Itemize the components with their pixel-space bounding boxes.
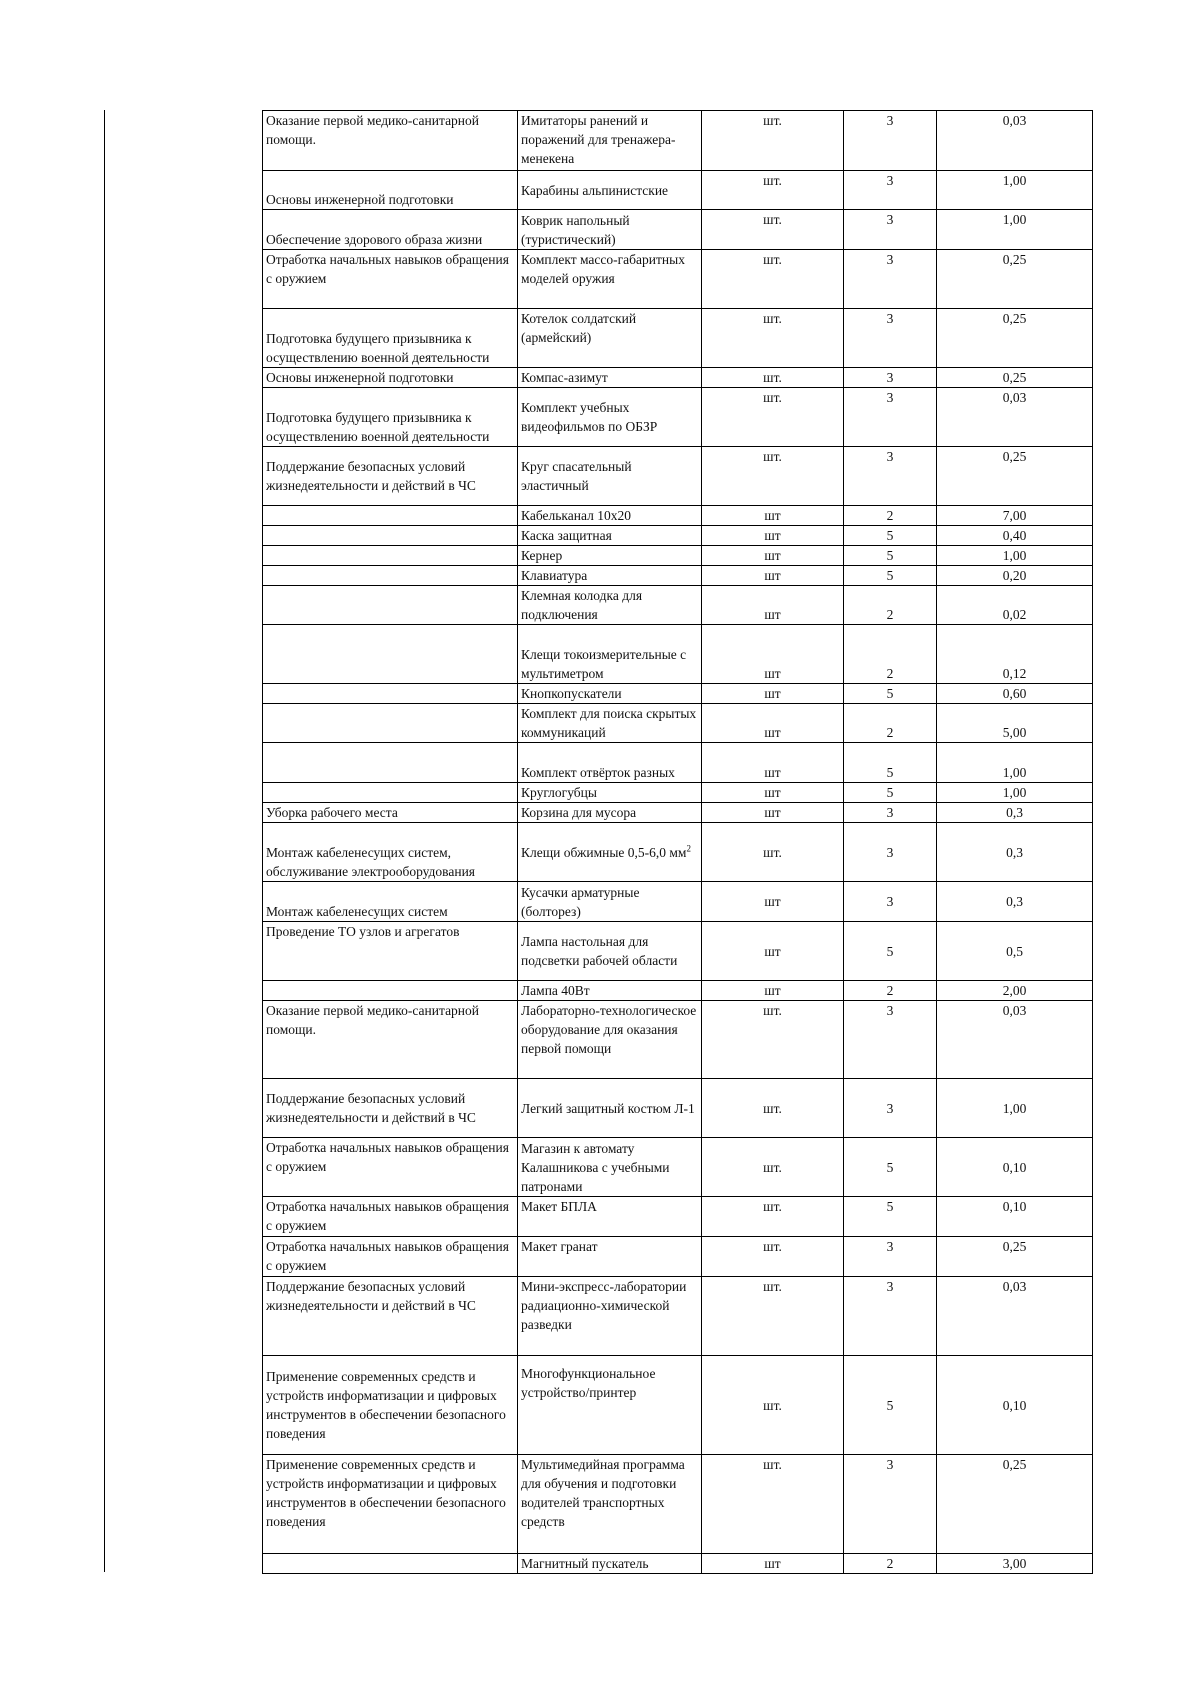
table-row [263,111,1093,171]
table-row [263,1237,1093,1277]
topic-cell [263,783,518,803]
topic-cell [263,625,518,684]
table-row [263,210,1093,250]
item-cell: Карабины альпинистские [518,171,702,210]
unit-cell: шт [702,625,844,684]
table-row [263,823,1093,882]
topic-cell [263,743,518,783]
qty-cell: 3 [844,1079,937,1138]
item-cell: Кабельканал 10х20 [518,506,702,526]
topic-cell [263,981,518,1001]
unit-cell: шт [702,586,844,625]
norm-cell: 1,00 [937,171,1093,210]
qty-cell: 5 [844,1197,937,1237]
norm-cell: 0,10 [937,1197,1093,1237]
norm-cell: 0,25 [937,1237,1093,1277]
qty-cell: 5 [844,1356,937,1455]
unit-cell: шт [702,506,844,526]
topic-cell [263,506,518,526]
topic-cell: Поддержание безопасных условий жизнедеятельности и действий в ЧС [263,1079,518,1138]
norm-cell: 1,00 [937,546,1093,566]
unit-cell: шт [702,566,844,586]
norm-cell: 0,03 [937,1277,1093,1356]
unit-cell: шт. [702,1197,844,1237]
qty-cell: 3 [844,1455,937,1554]
left-margin-line [104,110,105,1572]
table-row [263,1554,1093,1574]
qty-cell: 5 [844,546,937,566]
table-row [263,684,1093,704]
norm-cell: 0,3 [937,823,1093,882]
norm-cell: 0,3 [937,882,1093,922]
norm-cell: 1,00 [937,1079,1093,1138]
norm-cell: 0,25 [937,1455,1093,1554]
table-row [263,309,1093,368]
qty-cell: 5 [844,526,937,546]
unit-cell: шт [702,743,844,783]
item-cell: Котелок солдатский (армейский) [518,309,702,368]
table-row [263,704,1093,743]
qty-cell: 3 [844,309,937,368]
table-row [263,447,1093,506]
topic-cell: Отработка начальных навыков обращения с оружием [263,250,518,309]
qty-cell: 3 [844,882,937,922]
item-cell: Корзина для мусора [518,803,702,823]
norm-cell: 1,00 [937,210,1093,250]
unit-cell: шт [702,546,844,566]
topic-cell: Уборка рабочего места [263,803,518,823]
item-cell: Комплект учебных видеофильмов по ОБЗР [518,388,702,447]
table-row [263,250,1093,309]
item-cell: Макет гранат [518,1237,702,1277]
item-cell: Клавиатура [518,566,702,586]
topic-cell: Монтаж кабеленесущих систем [263,882,518,922]
unit-cell: шт. [702,1138,844,1197]
unit-cell: шт [702,783,844,803]
item-cell: Кусачки арматурные (болторез) [518,882,702,922]
qty-cell: 5 [844,922,937,981]
table-row [263,566,1093,586]
qty-cell: 2 [844,981,937,1001]
unit-cell: шт. [702,368,844,388]
qty-cell: 2 [844,506,937,526]
topic-cell: Проведение ТО узлов и агрегатов [263,922,518,981]
unit-cell: шт [702,1554,844,1574]
norm-cell: 7,00 [937,506,1093,526]
qty-cell: 3 [844,823,937,882]
qty-cell: 2 [844,704,937,743]
table-row [263,1356,1093,1455]
item-cell: Клемная колодка для подключения [518,586,702,625]
table-row [263,625,1093,684]
table-row [263,1138,1093,1197]
table-row [263,882,1093,922]
table-row [263,526,1093,546]
qty-cell: 3 [844,1237,937,1277]
norm-cell: 0,20 [937,566,1093,586]
item-cell: Комплект для поиска скрытых коммуникаций [518,704,702,743]
qty-cell: 5 [844,783,937,803]
norm-cell: 2,00 [937,981,1093,1001]
norm-cell: 0,25 [937,250,1093,309]
norm-cell: 0,03 [937,111,1093,171]
item-cell: Лабораторно-технологическое оборудование для оказания первой помощи [518,1001,702,1079]
table-row [263,388,1093,447]
topic-cell: Поддержание безопасных условий жизнедеятельности и действий в ЧС [263,447,518,506]
norm-cell: 0,03 [937,388,1093,447]
topic-cell: Отработка начальных навыков обращения с оружием [263,1138,518,1197]
unit-cell: шт. [702,1455,844,1554]
qty-cell: 3 [844,250,937,309]
table-row [263,546,1093,566]
unit-cell: шт. [702,171,844,210]
item-cell: Комплект массо-габаритных моделей оружия [518,250,702,309]
qty-cell: 3 [844,210,937,250]
qty-cell: 3 [844,171,937,210]
superscript: 2 [686,843,691,853]
item-cell: Комплект отвёрток разных [518,743,702,783]
unit-cell: шт. [702,447,844,506]
unit-cell: шт [702,704,844,743]
table-row [263,506,1093,526]
table-row [263,1197,1093,1237]
norm-cell: 0,5 [937,922,1093,981]
topic-cell: Оказание первой медико-санитарной помощи. [263,1001,518,1079]
topic-cell: Оказание первой медико-санитарной помощи. [263,111,518,171]
norm-cell: 0,12 [937,625,1093,684]
item-cell [518,823,702,882]
unit-cell: шт. [702,1277,844,1356]
topic-cell [263,526,518,546]
item-cell: Каска защитная [518,526,702,546]
topic-cell: Монтаж кабеленесущих систем, обслуживание электрооборудования [263,823,518,882]
topic-cell [263,684,518,704]
item-cell: Клещи токоизмерительные с мультиметром [518,625,702,684]
qty-cell: 5 [844,1138,937,1197]
table-row [263,803,1093,823]
topic-cell: Основы инженерной подготовки [263,368,518,388]
topic-cell: Отработка начальных навыков обращения с оружием [263,1197,518,1237]
item-cell: Круг спасательный эластичный [518,447,702,506]
equipment-table [262,110,1093,1574]
item-cell: Лампа 40Вт [518,981,702,1001]
table-row [263,171,1093,210]
topic-cell [263,704,518,743]
unit-cell: шт [702,526,844,546]
qty-cell: 5 [844,684,937,704]
item-cell: Кернер [518,546,702,566]
item-cell: Магнитный пускатель [518,1554,702,1574]
unit-cell: шт. [702,309,844,368]
table-row [263,586,1093,625]
unit-cell: шт. [702,1079,844,1138]
table-row [263,922,1093,981]
unit-cell: шт [702,684,844,704]
qty-cell: 3 [844,388,937,447]
topic-cell [263,1554,518,1574]
table-row [263,1277,1093,1356]
unit-cell: шт. [702,823,844,882]
norm-cell: 0,02 [937,586,1093,625]
item-cell: Имитаторы ранений и поражений для тренажера-менекена [518,111,702,171]
table-row [263,368,1093,388]
qty-cell: 2 [844,1554,937,1574]
unit-cell: шт. [702,1001,844,1079]
item-cell: Легкий защитный костюм Л-1 [518,1079,702,1138]
topic-cell: Поддержание безопасных условий жизнедеятельности и действий в ЧС [263,1277,518,1356]
unit-cell: шт [702,922,844,981]
item-cell: Мини-экспресс-лаборатории радиационно-химической разведки [518,1277,702,1356]
item-cell: Компас-азимут [518,368,702,388]
norm-cell: 0,3 [937,803,1093,823]
unit-cell: шт [702,882,844,922]
norm-cell: 0,25 [937,309,1093,368]
qty-cell: 3 [844,111,937,171]
unit-cell: шт [702,803,844,823]
item-cell: Кнопкопускатели [518,684,702,704]
norm-cell: 0,10 [937,1356,1093,1455]
topic-cell: Применение современных средств и устройств информатизации и цифровых инструментов в обеспечении безопасного поведения [263,1356,518,1455]
table-row [263,1079,1093,1138]
item-cell: Многофункциональное устройство/принтер [518,1356,702,1455]
unit-cell: шт. [702,1356,844,1455]
qty-cell: 3 [844,447,937,506]
norm-cell: 1,00 [937,743,1093,783]
unit-cell: шт. [702,250,844,309]
item-cell: Коврик напольный (туристический) [518,210,702,250]
unit-cell: шт. [702,210,844,250]
item-cell: Круглогубцы [518,783,702,803]
unit-cell: шт. [702,388,844,447]
norm-cell: 0,10 [937,1138,1093,1197]
table-row [263,783,1093,803]
item-cell: Магазин к автомату Калашникова с учебными патронами [518,1138,702,1197]
qty-cell: 3 [844,368,937,388]
topic-cell: Отработка начальных навыков обращения с оружием [263,1237,518,1277]
item-cell: Мультимедийная программа для обучения и подготовки водителей транспортных средств [518,1455,702,1554]
qty-cell: 2 [844,625,937,684]
item-text: Клещи обжимные 0,5-6,0 мм [521,844,687,860]
table-row [263,1455,1093,1554]
item-cell: Лампа настольная для подсветки рабочей области [518,922,702,981]
qty-cell: 3 [844,803,937,823]
topic-cell [263,586,518,625]
norm-cell: 0,60 [937,684,1093,704]
qty-cell: 5 [844,566,937,586]
norm-cell: 0,25 [937,447,1093,506]
qty-cell: 2 [844,586,937,625]
table-row [263,1001,1093,1079]
topic-cell: Подготовка будущего призывника к осуществлению военной деятельности [263,388,518,447]
norm-cell: 1,00 [937,783,1093,803]
unit-cell: шт. [702,1237,844,1277]
table-row [263,743,1093,783]
table-row [263,981,1093,1001]
topic-cell: Основы инженерной подготовки [263,171,518,210]
item-cell: Макет БПЛА [518,1197,702,1237]
norm-cell: 0,03 [937,1001,1093,1079]
unit-cell: шт [702,981,844,1001]
qty-cell: 3 [844,1001,937,1079]
topic-cell: Применение современных средств и устройств информатизации и цифровых инструментов в обеспечении безопасного поведения [263,1455,518,1554]
topic-cell: Обеспечение здорового образа жизни [263,210,518,250]
norm-cell: 0,25 [937,368,1093,388]
unit-cell: шт. [702,111,844,171]
topic-cell: Подготовка будущего призывника к осуществлению военной деятельности [263,309,518,368]
norm-cell: 3,00 [937,1554,1093,1574]
topic-cell [263,546,518,566]
qty-cell: 5 [844,743,937,783]
qty-cell: 3 [844,1277,937,1356]
norm-cell: 0,40 [937,526,1093,546]
norm-cell: 5,00 [937,704,1093,743]
topic-cell [263,566,518,586]
